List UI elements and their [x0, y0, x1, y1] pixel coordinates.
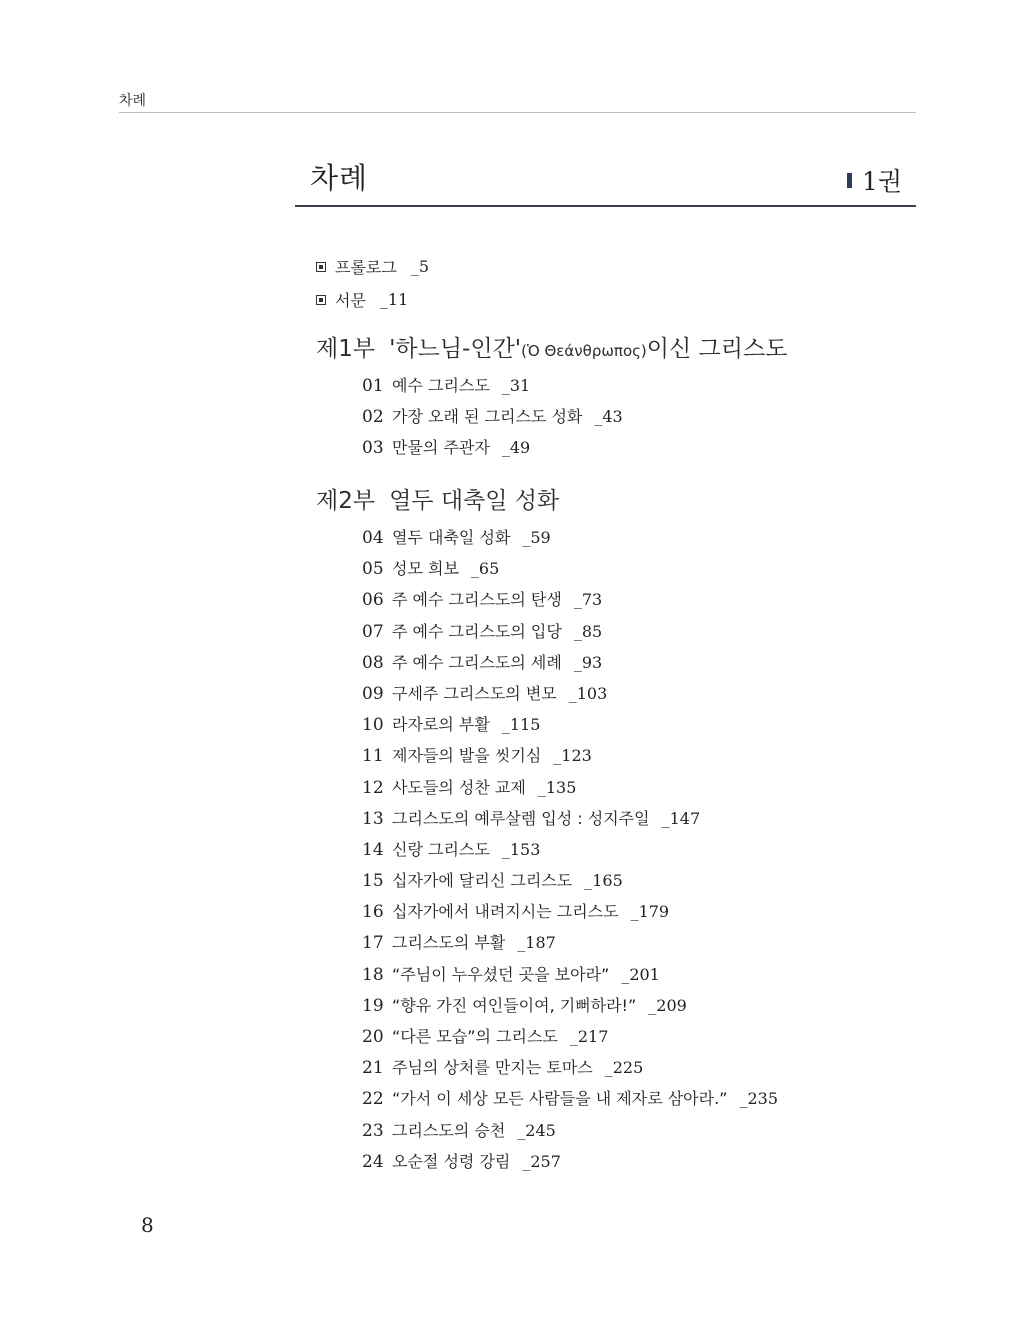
toc-entry[interactable] [362, 834, 778, 865]
part-number: 제1부 [316, 336, 376, 362]
entry-number: 23 [362, 1120, 384, 1141]
entry-number: 09 [362, 683, 384, 704]
entry-title: 주 예수 그리스도의 탄생 [392, 590, 562, 610]
entry-number: 08 [362, 652, 384, 673]
header-divider [119, 112, 916, 113]
square-bullet-icon [316, 295, 326, 305]
part-title: 열두 대축일 성화 [389, 488, 560, 514]
part-title-suffix: 이신 그리스도 [646, 336, 788, 362]
toc-entry[interactable] [362, 678, 778, 709]
entry-page: _245 [517, 1120, 556, 1140]
entry-page: _115 [501, 715, 541, 735]
entry-title: 오순절 성령 강림 [392, 1151, 511, 1171]
toc-list-part-2 [362, 522, 778, 1177]
page-number: 8 [141, 1213, 154, 1237]
entry-title: 그리스도의 예루살렘 입성 : 성지주일 [392, 808, 650, 828]
entry-page: _43 [594, 407, 623, 427]
entry-number: 06 [362, 590, 384, 611]
toc-list-part-1 [362, 370, 623, 464]
part-heading-1[interactable] [316, 330, 787, 363]
entry-number: 02 [362, 407, 384, 428]
toc-entry[interactable] [362, 647, 778, 678]
entry-number: 01 [362, 376, 384, 396]
entry-title: 예수 그리스도 [392, 376, 490, 395]
entry-number: 14 [362, 839, 384, 860]
volume-marker-icon [847, 173, 852, 188]
entry-title: 구세주 그리스도의 변모 [392, 683, 557, 703]
intro-page: _5 [410, 257, 430, 276]
toc-entry[interactable] [362, 401, 623, 432]
toc-entry[interactable] [362, 553, 778, 584]
page-title: 차례 [310, 161, 369, 195]
toc-entry[interactable] [362, 1083, 778, 1114]
entry-title: 사도들의 성찬 교제 [392, 777, 526, 797]
entry-title: 열두 대축일 성화 [392, 528, 511, 547]
entry-page: _257 [522, 1151, 561, 1171]
toc-entry[interactable] [362, 1146, 778, 1177]
entry-title: 가장 오래 된 그리스도 성화 [392, 407, 583, 427]
entry-page: _201 [621, 964, 660, 984]
toc-entry[interactable] [362, 1115, 778, 1146]
entry-title: “주님이 누우셨던 곳을 보아라” [392, 964, 610, 984]
intro-label: 프롤로그 [335, 258, 397, 277]
running-header: 차례 [119, 93, 147, 109]
entry-title: “다른 모습”의 그리스도 [392, 1027, 558, 1046]
entry-page: _165 [584, 871, 623, 891]
entry-number: 04 [362, 528, 384, 548]
entry-number: 10 [362, 715, 384, 736]
volume-label [847, 162, 902, 198]
toc-entry[interactable] [362, 1021, 778, 1052]
entry-page: _217 [569, 1027, 609, 1046]
entry-number: 20 [362, 1027, 384, 1047]
part-heading-2[interactable] [316, 482, 559, 515]
entry-number: 17 [362, 933, 384, 954]
entry-title: 만물의 주관자 [392, 438, 490, 458]
entry-title: “향유 가진 여인들이여, 기뻐하라!” [392, 995, 637, 1015]
entry-number: 12 [362, 777, 384, 798]
entry-page: _103 [568, 683, 608, 703]
entry-number: 07 [362, 621, 384, 642]
entry-title: 십자가에 달리신 그리스도 [392, 871, 573, 891]
part-title: '하느님-인간' [389, 336, 522, 362]
toc-entry[interactable] [362, 584, 778, 615]
toc-entry[interactable] [362, 990, 778, 1021]
entry-page: _65 [470, 559, 500, 579]
entry-number: 15 [362, 871, 384, 892]
entry-page: _85 [573, 621, 603, 641]
entry-page: _187 [517, 933, 556, 953]
entry-page: _31 [501, 376, 531, 395]
title-divider [295, 205, 916, 207]
entry-title: 성모 희보 [392, 559, 459, 579]
entry-number: 18 [362, 964, 384, 985]
toc-intro-prologue[interactable] [316, 255, 429, 278]
toc-entry[interactable] [362, 370, 623, 401]
entry-page: _49 [501, 438, 531, 458]
entry-title: 신랑 그리스도 [392, 839, 490, 859]
square-bullet-icon [316, 262, 326, 272]
entry-title: 그리스도의 부활 [392, 933, 506, 953]
entry-title: 주님의 상처를 만지는 토마스 [392, 1058, 593, 1078]
entry-title: 제자들의 발을 씻기심 [392, 746, 542, 766]
entry-title: 주 예수 그리스도의 입당 [392, 621, 562, 641]
toc-entry[interactable] [362, 432, 623, 463]
toc-entry[interactable] [362, 772, 778, 803]
toc-entry[interactable] [362, 616, 778, 647]
toc-entry[interactable] [362, 959, 778, 990]
entry-page: _59 [522, 528, 551, 547]
toc-entry[interactable] [362, 522, 778, 553]
entry-page: _93 [573, 652, 603, 672]
entry-number: 13 [362, 808, 384, 829]
entry-page: _135 [537, 777, 577, 797]
part-number: 제2부 [316, 488, 376, 514]
toc-intro-preface[interactable] [316, 288, 408, 311]
entry-page: _179 [630, 902, 670, 922]
entry-number: 11 [362, 746, 384, 767]
entry-page: _73 [573, 590, 603, 610]
entry-number: 16 [362, 902, 384, 923]
entry-number: 24 [362, 1151, 384, 1172]
entry-title: 라자로의 부활 [392, 715, 490, 735]
entry-number: 22 [362, 1089, 384, 1110]
entry-title: “가서 이 세상 모든 사람들을 내 제자로 삼아라.” [392, 1089, 728, 1109]
intro-label: 서문 [335, 291, 366, 310]
toc-entry[interactable] [362, 709, 778, 740]
toc-entry[interactable] [362, 865, 778, 896]
entry-title: 주 예수 그리스도의 세례 [392, 652, 562, 672]
entry-number: 03 [362, 438, 384, 459]
entry-number: 05 [362, 559, 384, 580]
toc-entry[interactable] [362, 927, 778, 958]
entry-page: _123 [553, 746, 592, 766]
volume-text: 1권 [861, 167, 902, 196]
entry-page: _153 [501, 839, 541, 859]
entry-page: _235 [739, 1089, 779, 1109]
entry-title: 십자가에서 내려지시는 그리스도 [392, 902, 619, 922]
toc-entry[interactable] [362, 803, 778, 834]
entry-page: _209 [648, 995, 687, 1015]
toc-entry[interactable] [362, 1052, 778, 1083]
entry-title: 그리스도의 승천 [392, 1120, 506, 1140]
toc-entry[interactable] [362, 896, 778, 927]
entry-number: 19 [362, 995, 384, 1016]
intro-page: _11 [379, 290, 409, 309]
part-title-greek: (Ὁ Θεάνθρωπος) [521, 342, 647, 360]
entry-number: 21 [362, 1058, 384, 1079]
entry-page: _225 [604, 1058, 644, 1078]
toc-entry[interactable] [362, 740, 778, 771]
entry-page: _147 [661, 808, 701, 828]
